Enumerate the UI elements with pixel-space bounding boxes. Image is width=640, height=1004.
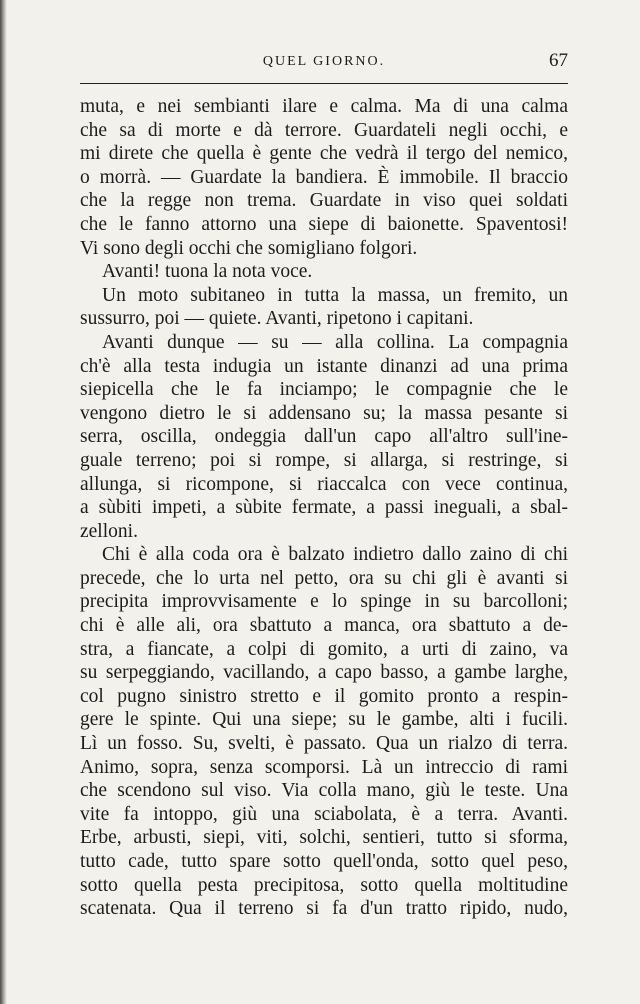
text-line: ch'è alla testa indugia un istante dinanzi ad una prima xyxy=(80,355,568,377)
text-line: zelloni. xyxy=(80,520,138,542)
text-line: Lì un fosso. Su, svelti, è passato. Qua un rialzo di terra. xyxy=(80,733,568,755)
text-line: mi direte che quella è gente che vedrà il tergo del nemico, xyxy=(80,143,568,165)
text-line: vengono dietro le si addensano su; la massa pesante si xyxy=(80,402,568,424)
text-line: sussurro, poi — quiete. Avanti, ripetono i capitani. xyxy=(80,308,474,330)
text-line: scatenata. Qua il terreno si fa d'un tratto ripido, nudo, xyxy=(80,898,568,920)
running-head: QUEL GIORNO. xyxy=(262,54,386,69)
text-line: Vi sono degli occhi che somigliano folgori. xyxy=(80,237,418,259)
text-line: stra, a fiancate, a colpi di gomito, a urti di zaino, va xyxy=(80,638,568,660)
text-line: muta, e nei sembianti ilare e calma. Ma di una calma xyxy=(80,96,568,117)
text-line: a sùbiti impeti, a sùbite fermate, a passi ineguali, a sbal- xyxy=(80,497,568,519)
body-text xyxy=(80,95,568,921)
page-header xyxy=(80,50,568,76)
text-line: Erbe, arbusti, siepi, viti, solchi, sentieri, tutto si sforma, xyxy=(80,827,568,849)
text-line: che scendono sul viso. Via colla mano, giù le teste. Una xyxy=(80,780,568,802)
text-line: col pugno sinistro stretto e il gomito pronto a respin- xyxy=(80,685,568,707)
text-line: Un moto subitaneo in tutta la massa, un fremito, un xyxy=(102,284,568,306)
text-line: siepicella che le fa inciampo; le compagnie che le xyxy=(80,379,568,401)
text-line: chi è alle ali, ora sbattuto a manca, ora sbattuto a de- xyxy=(80,615,568,637)
text-line: serra, oscilla, ondeggia dall'un capo all'altro sull'ine- xyxy=(80,426,568,448)
text-line: precede, che lo urta nel petto, ora su chi gli è avanti si xyxy=(80,567,568,589)
text-line: Animo, sopra, senza scomporsi. Là un intreccio di rami xyxy=(80,756,568,778)
text-line: che le fanno attorno una siepe di baionette. Spaventosi! xyxy=(80,213,568,235)
text-line: o morrà. — Guardate la bandiera. È immobile. Il braccio xyxy=(80,166,568,188)
text-line: gere le spinte. Qui una siepe; su le gambe, alti i fucili. xyxy=(80,709,568,731)
text-line: vite fa intoppo, giù una sciabolata, è a terra. Avanti. xyxy=(80,803,568,825)
text-line: Avanti dunque — su — alla collina. La compagnia xyxy=(102,331,568,353)
page-binding-edge xyxy=(0,0,7,1004)
text-line: che sa di morte e dà terrore. Guardateli negli occhi, e xyxy=(80,119,568,141)
text-line: su serpeggiando, vacillando, a capo basso, a gambe larghe, xyxy=(80,662,568,684)
text-line: sotto quella pesta precipitosa, sotto quella moltitudine xyxy=(80,874,568,896)
text-line: Chi è alla coda ora è balzato indietro dallo zaino di chi xyxy=(102,544,568,566)
text-line: guale terreno; poi si rompe, si allarga, si restringe, si xyxy=(80,449,568,471)
header-rule xyxy=(80,83,568,84)
page-number: 67 xyxy=(549,50,568,71)
text-line: allunga, si ricompone, si riaccalca con vece continua, xyxy=(80,473,568,495)
text-line: che la regge non trema. Guardate in viso quei soldati xyxy=(80,190,568,212)
text-line: precipita improvvisamente e lo spinge in su barcolloni; xyxy=(80,591,568,613)
text-line: tutto cade, tutto spare sotto quell'onda, sotto quel peso, xyxy=(80,851,568,872)
text-line: Avanti! tuona la nota voce. xyxy=(102,261,313,283)
